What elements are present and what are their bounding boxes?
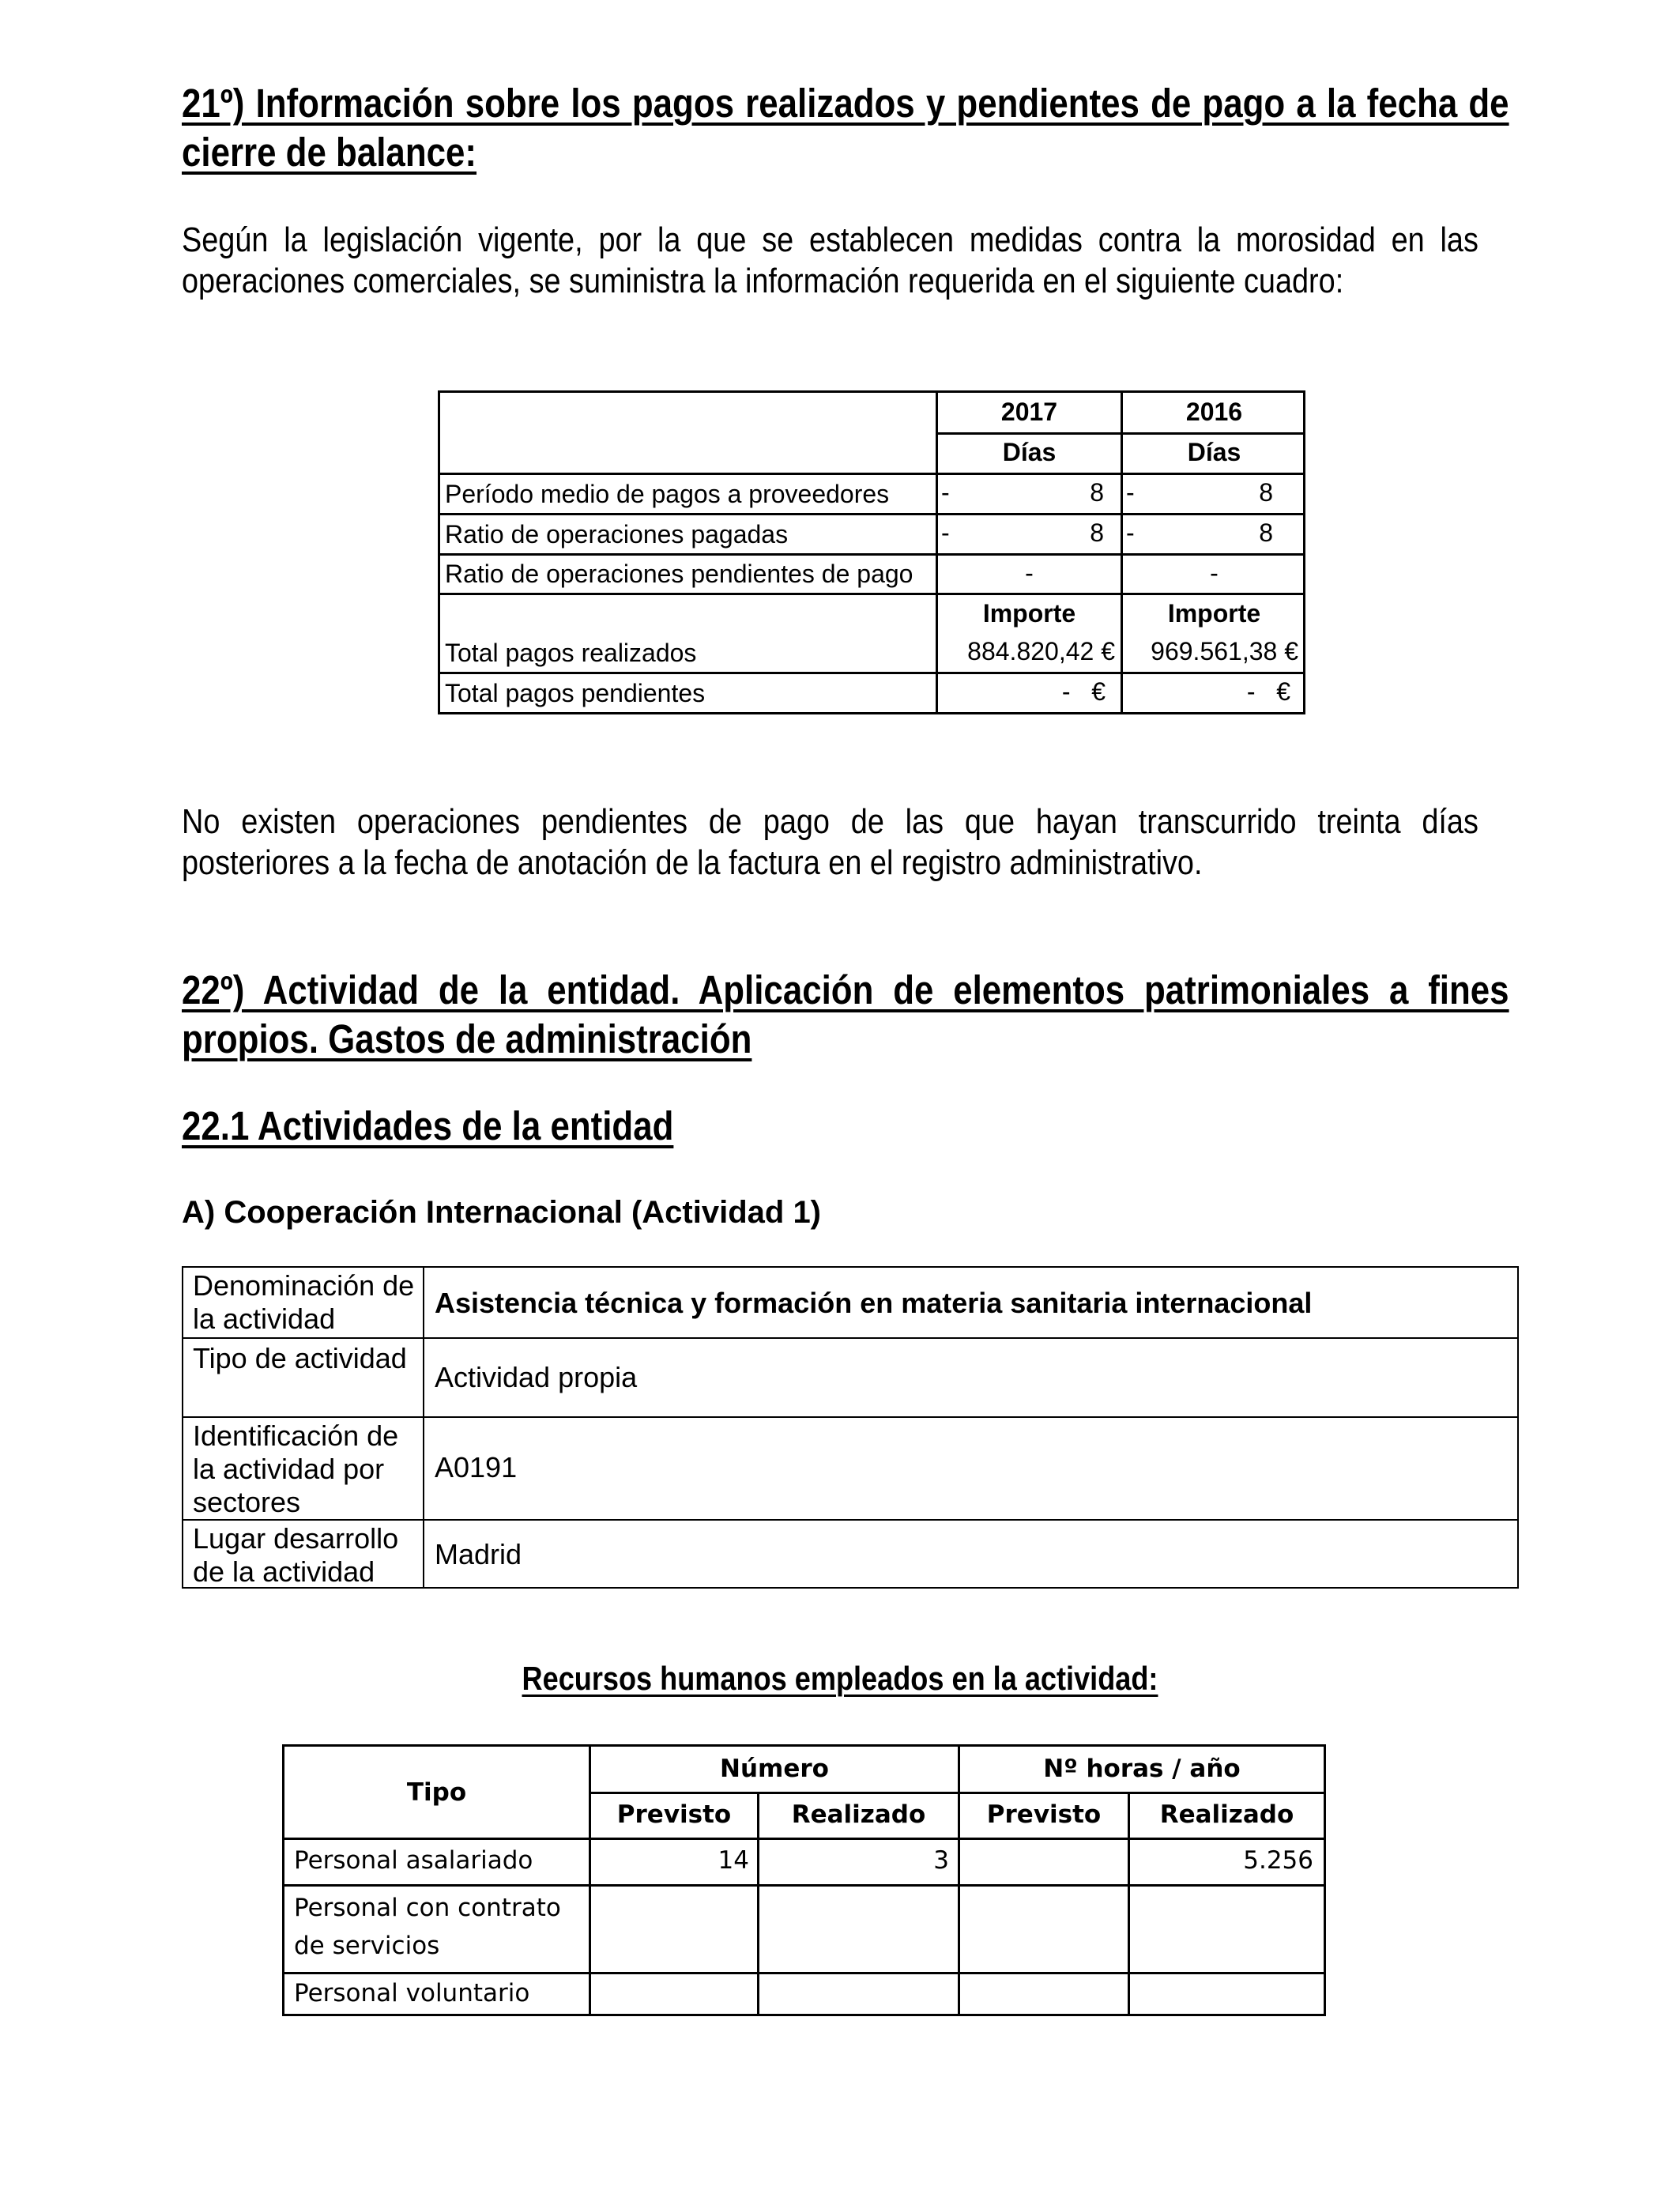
section-21-note: No existen operaciones pendientes de pago de las que hayan transcurrido treinta días posteriores a la fecha de anotación de la factura en el registro administrativo. xyxy=(182,802,1478,882)
row-value-2016: - € xyxy=(1246,677,1290,706)
hr-numero-header: Número xyxy=(720,1755,829,1783)
hr-horas-header: Nº horas / año xyxy=(1043,1755,1241,1783)
row-value-2016: 8 xyxy=(1259,518,1273,547)
row-label: Ratio de operaciones pagadas xyxy=(445,520,789,548)
row-prefix: - xyxy=(1126,518,1135,547)
hr-realizado-header: Realizado xyxy=(791,1800,926,1829)
days-2016-header: Días xyxy=(1187,438,1241,466)
hr-row-label: Personal voluntario xyxy=(294,1979,530,2007)
activity-value: Actividad propia xyxy=(435,1361,638,1393)
activity-label: Denominación de la actividad xyxy=(193,1269,415,1335)
activity-value: Madrid xyxy=(435,1538,522,1570)
activity-value: A0191 xyxy=(435,1451,518,1483)
activity-label: Identificación de la actividad por sectores xyxy=(193,1419,399,1518)
activity-label: Tipo de actividad xyxy=(193,1342,407,1374)
hr-title: Recursos humanos empleados en la actividad: xyxy=(522,1660,1158,1697)
section-22-1-heading: 22.1 Actividades de la entidad xyxy=(182,1103,674,1148)
row-value-2017: - xyxy=(1025,559,1034,587)
section-21-heading: 21º) Información sobre los pagos realizados y pendientes de pago a la fecha de cierre de balance: xyxy=(182,81,1509,175)
row-value-2017: 884.820,42 € xyxy=(967,637,1115,665)
row-value-2016: 969.561,38 € xyxy=(1151,637,1298,665)
row-prefix: - xyxy=(941,518,950,547)
year-2017-header: 2017 xyxy=(1000,398,1058,426)
row-value-2016: - xyxy=(1210,559,1219,587)
row-label: Total pagos realizados xyxy=(445,639,697,667)
row-value-2017: - € xyxy=(1061,677,1106,706)
row-prefix: - xyxy=(941,478,950,507)
payments-table xyxy=(438,390,1305,714)
activity-heading: A) Cooperación Internacional (Actividad 1) xyxy=(182,1195,822,1230)
activity-value: Asistencia técnica y formación en materia sanitaria internacional xyxy=(435,1287,1313,1319)
hr-title-wrap xyxy=(0,1660,1680,1698)
row-label: Período medio de pagos a proveedores xyxy=(445,480,890,508)
hr-previsto-header: Previsto xyxy=(616,1800,732,1829)
days-2017-header: Días xyxy=(1002,438,1057,466)
row-value-2017: 8 xyxy=(1090,518,1104,547)
year-2016-header: 2016 xyxy=(1185,398,1243,426)
row-value-2017: 8 xyxy=(1090,478,1104,507)
amount-2017-header: Importe xyxy=(982,599,1076,628)
hr-num-realizado: 3 xyxy=(933,1846,949,1875)
hr-tipo-header: Tipo xyxy=(406,1778,467,1807)
activity-table xyxy=(182,1266,1519,1589)
hr-row-label: Personal con contrato de servicios xyxy=(294,1894,561,1960)
hr-table xyxy=(282,1744,1326,2016)
activity-label: Lugar desarrollo de la actividad xyxy=(193,1522,399,1588)
hr-num-previsto: 14 xyxy=(718,1846,749,1875)
row-label: Ratio de operaciones pendientes de pago xyxy=(445,560,913,588)
amount-2016-header: Importe xyxy=(1167,599,1261,628)
hr-realizado-header: Realizado xyxy=(1159,1800,1294,1829)
section-21-intro: Según la legislación vigente, por la que se establecen medidas contra la morosidad en las operaciones comerciales, se suministra la información requerida en el siguiente cuadro: xyxy=(182,221,1478,300)
row-value-2016: 8 xyxy=(1259,478,1273,507)
section-22-heading: 22º) Actividad de la entidad. Aplicación de elementos patrimoniales a fines propios. Gastos de administración xyxy=(182,967,1509,1061)
hr-horas-realizado: 5.256 xyxy=(1243,1846,1313,1875)
hr-row-label: Personal asalariado xyxy=(294,1846,533,1875)
row-label: Total pagos pendientes xyxy=(445,679,706,707)
row-prefix: - xyxy=(1126,478,1135,507)
hr-previsto-header: Previsto xyxy=(986,1800,1102,1829)
